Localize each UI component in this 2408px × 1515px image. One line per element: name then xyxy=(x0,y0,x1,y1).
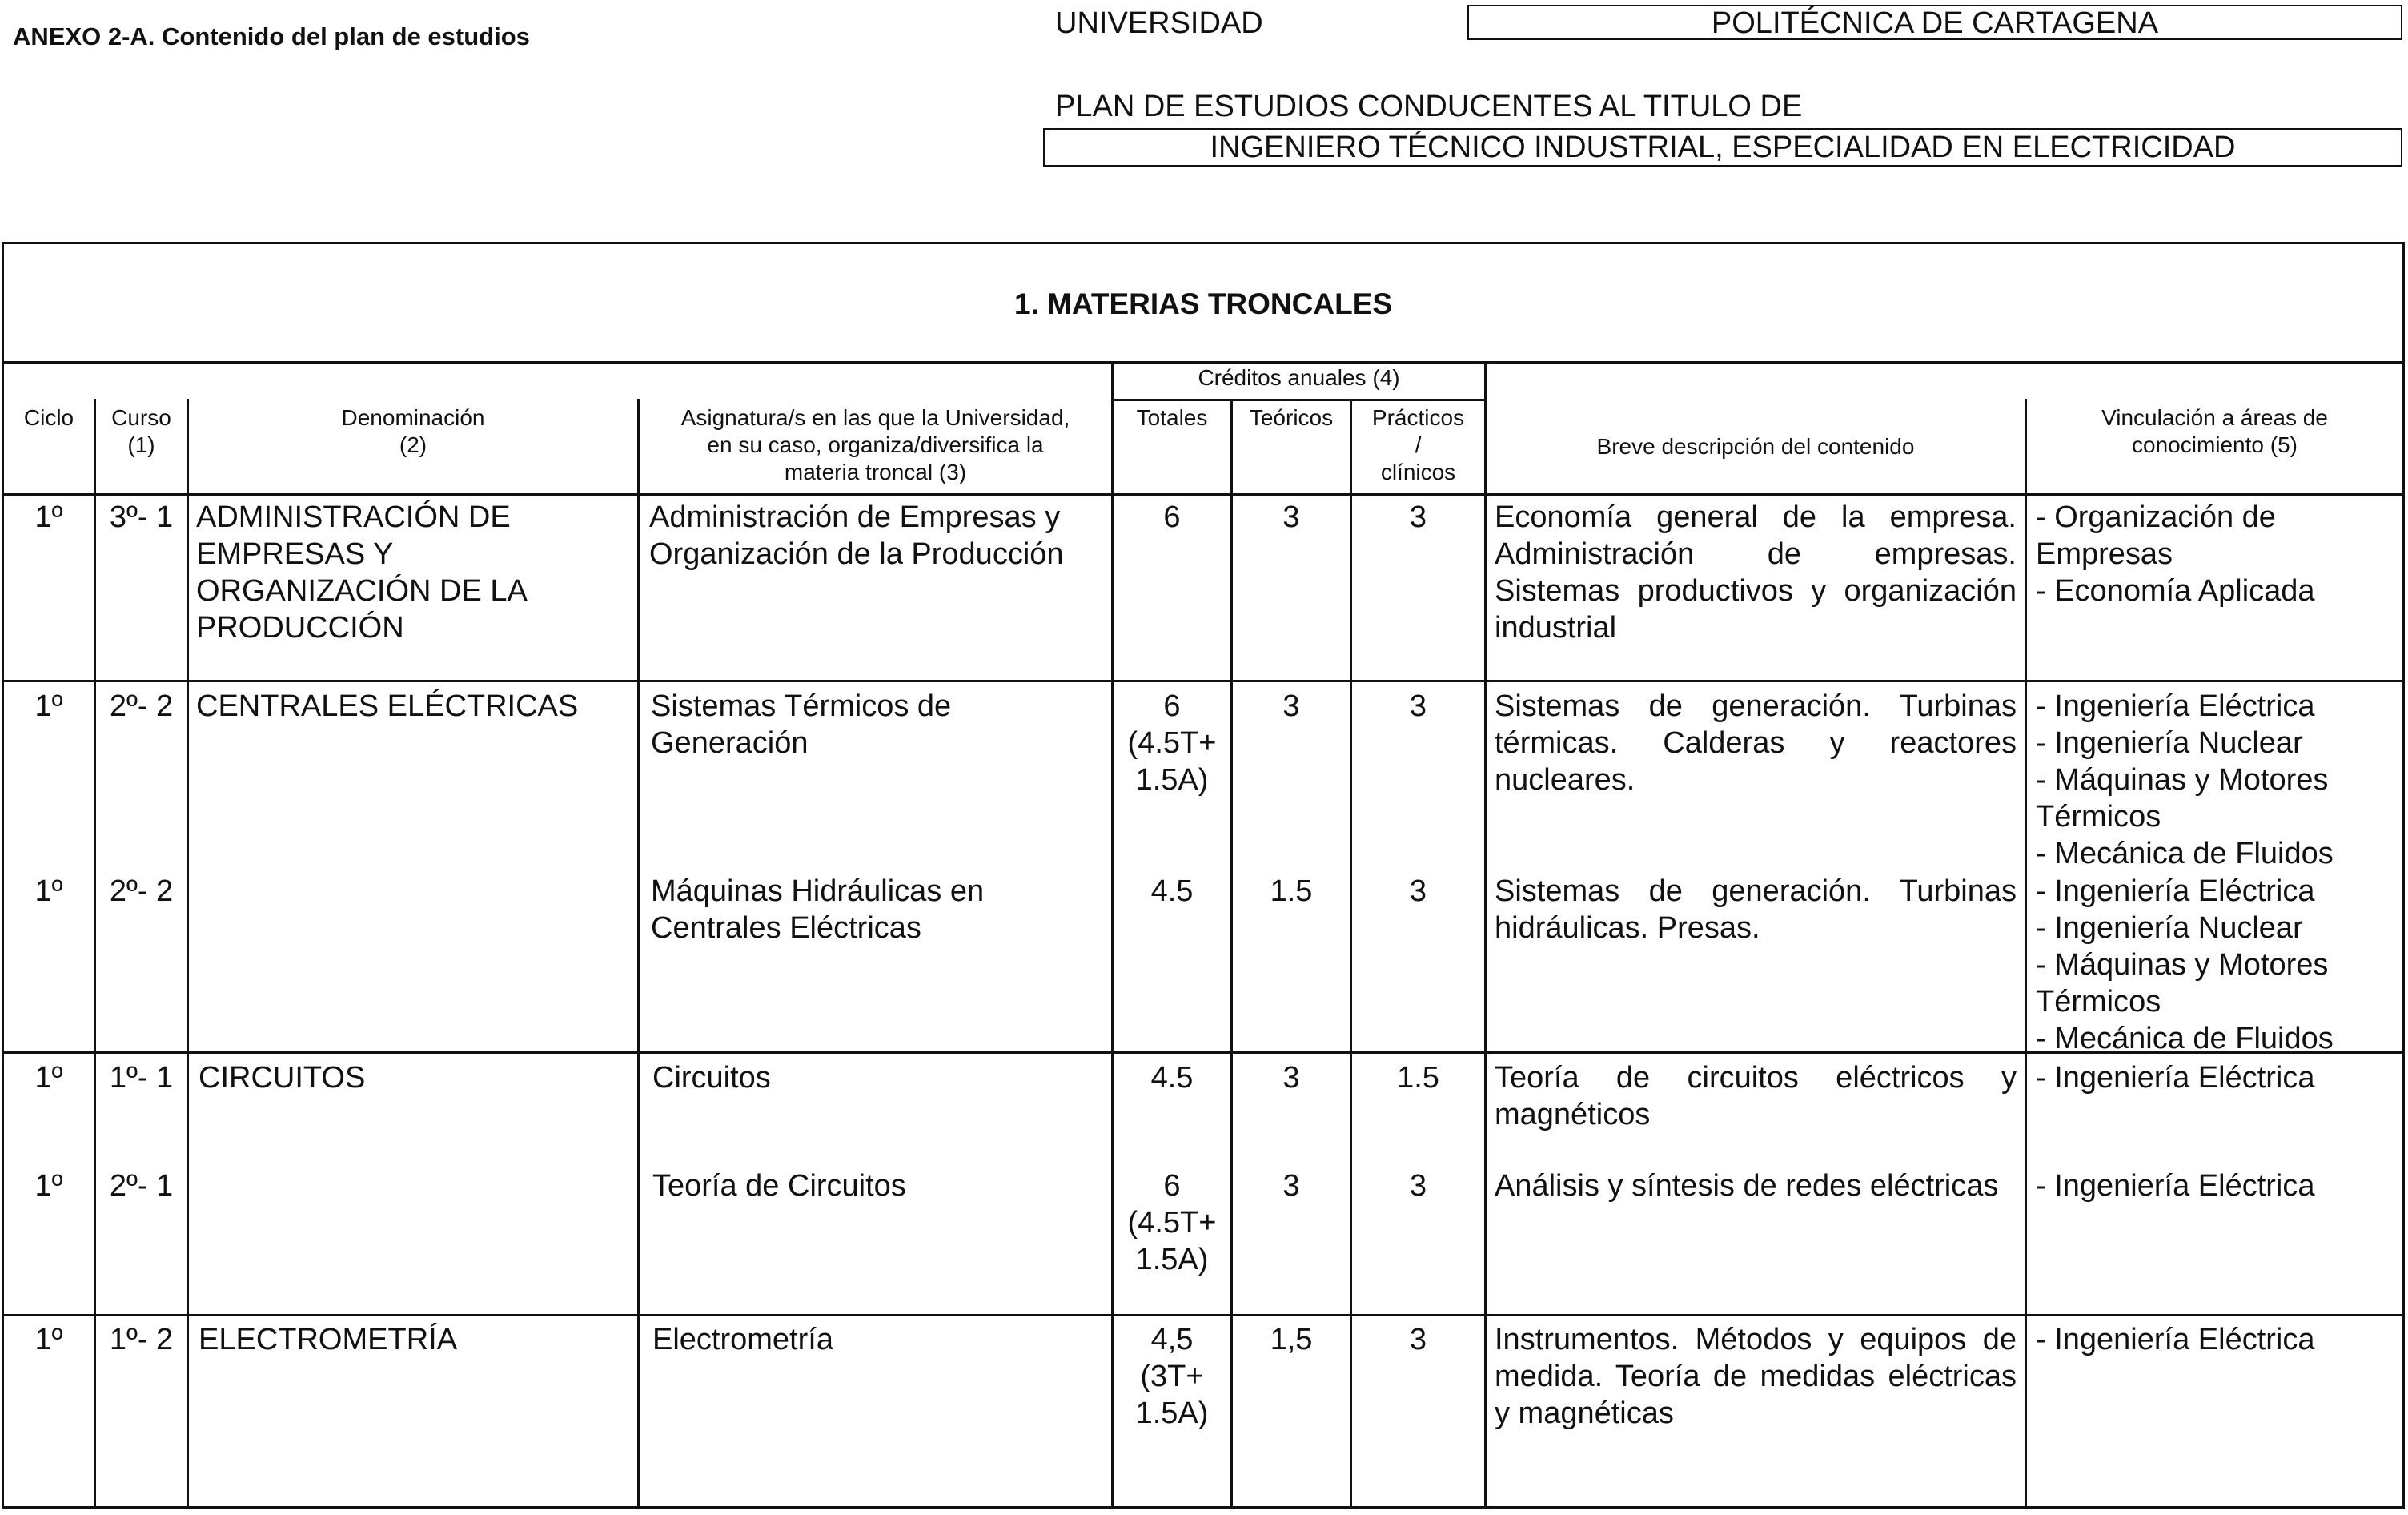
row1-totales: 6 xyxy=(1163,500,1181,534)
row3-curso: 2º- 2 xyxy=(109,874,174,908)
row6-vinculacion: - Ingeniería Eléctrica xyxy=(2036,1323,2315,1356)
col-line-practicos xyxy=(1484,361,1487,1509)
row6-descripcion: Instrumentos. Métodos y equipos de medida. Teoría de medidas eléctricas y magnéticas xyxy=(1495,1323,2017,1430)
header-totales: Totales xyxy=(1136,405,1208,430)
row3-descripcion: Sistemas de generación. Turbinas hidráulicas. Presas. xyxy=(1495,874,2017,945)
row2-teoricos: 3 xyxy=(1282,689,1300,723)
row6-ciclo: 1º xyxy=(34,1323,63,1356)
row5-teoricos: 3 xyxy=(1282,1169,1300,1203)
col-line-curso xyxy=(187,399,189,1509)
header-curso: Curso (1) xyxy=(111,405,171,457)
row3-asignatura: Máquinas Hidráulicas en Centrales Eléctricas xyxy=(651,874,985,945)
row6-denominacion: ELECTROMETRÍA xyxy=(199,1323,458,1356)
row1-descripcion: Economía general de la empresa. Administración de empresas. Sistemas productivos y organización industrial xyxy=(1495,500,2017,645)
rule-below-title xyxy=(4,361,2402,364)
rule-row-3 xyxy=(4,1314,2402,1316)
col-line-denominacion xyxy=(637,399,640,1509)
header-descripcion: Breve descripción del contenido xyxy=(1596,434,1915,459)
rule-below-creditos xyxy=(1111,399,1487,401)
row1-vinculacion: - Organización de Empresas - Economía Aplicada xyxy=(2036,500,2315,608)
row2-asignatura: Sistemas Térmicos de Generación xyxy=(651,689,952,760)
header-practicos: Prácticos / clínicos xyxy=(1371,405,1465,484)
row2-practicos: 3 xyxy=(1409,689,1427,723)
header-ciclo: Ciclo xyxy=(23,405,74,430)
row5-descripcion: Análisis y síntesis de redes eléctricas xyxy=(1495,1169,1999,1203)
row3-totales: 4.5 xyxy=(1150,874,1194,908)
row6-asignatura: Electrometría xyxy=(652,1323,833,1356)
rule-below-headers xyxy=(4,493,2402,496)
row4-vinculacion: - Ingeniería Eléctrica xyxy=(2036,1061,2315,1095)
row2-ciclo: 1º xyxy=(34,689,63,723)
header-teoricos: Teóricos xyxy=(1249,405,1334,430)
header-asignatura: Asignatura/s en las que la Universidad, en su caso, organiza/diversifica la materia troncal (3) xyxy=(680,405,1070,484)
row4-teoricos: 3 xyxy=(1282,1061,1300,1095)
row6-totales: 4,5 (3T+ 1.5A) xyxy=(1135,1323,1209,1430)
row1-curso: 3º- 1 xyxy=(109,500,174,534)
row3-vinculacion: - Ingeniería Eléctrica - Ingeniería Nuclear - Máquinas y Motores Térmicos - Mecánica de Fluidos xyxy=(2036,874,2334,1055)
annex-title: ANEXO 2-A. Contenido del plan de estudios xyxy=(13,22,530,50)
row1-ciclo: 1º xyxy=(34,500,63,534)
row6-teoricos: 1,5 xyxy=(1270,1323,1313,1356)
row1-practicos: 3 xyxy=(1409,500,1427,534)
row4-practicos: 1.5 xyxy=(1397,1061,1439,1095)
row4-totales: 4.5 xyxy=(1150,1061,1194,1095)
row6-curso: 1º- 2 xyxy=(109,1323,174,1356)
row3-ciclo: 1º xyxy=(34,874,63,908)
col-line-descripcion xyxy=(2025,399,2027,1509)
university-label: UNIVERSIDAD xyxy=(1055,6,1263,40)
row5-ciclo: 1º xyxy=(34,1169,63,1203)
row4-descripcion: Teoría de circuitos eléctricos y magnéticos xyxy=(1495,1061,2017,1131)
row4-asignatura: Circuitos xyxy=(652,1061,771,1095)
row4-denominacion: CIRCUITOS xyxy=(199,1061,366,1095)
row3-practicos: 3 xyxy=(1409,874,1427,908)
degree-title-box: INGENIERO TÉCNICO INDUSTRIAL, ESPECIALIDAD EN ELECTRICIDAD xyxy=(1043,128,2402,167)
plan-label: PLAN DE ESTUDIOS CONDUCENTES AL TITULO DE xyxy=(1055,90,1803,123)
header-denominacion: Denominación (2) xyxy=(341,405,485,457)
row5-curso: 2º- 1 xyxy=(109,1169,174,1203)
university-name-box: POLITÉCNICA DE CARTAGENA xyxy=(1467,5,2402,40)
row2-descripcion: Sistemas de generación. Turbinas térmicas. Calderas y reactores nucleares. xyxy=(1495,689,2017,797)
row4-curso: 1º- 1 xyxy=(109,1061,174,1095)
row2-curso: 2º- 2 xyxy=(109,689,174,723)
row5-totales: 6 (4.5T+ 1.5A) xyxy=(1127,1169,1217,1276)
row3-teoricos: 1.5 xyxy=(1270,874,1313,908)
row5-vinculacion: - Ingeniería Eléctrica xyxy=(2036,1169,2315,1203)
row5-practicos: 3 xyxy=(1409,1169,1427,1203)
row2-totales: 6 (4.5T+ 1.5A) xyxy=(1127,689,1217,797)
section-title: 1. MATERIAS TRONCALES xyxy=(1013,287,1393,320)
row6-practicos: 3 xyxy=(1409,1323,1427,1356)
subjects-table xyxy=(2,242,2405,1509)
row1-asignatura: Administración de Empresas y Organización de la Producción xyxy=(649,500,1064,571)
row2-denominacion: CENTRALES ELÉCTRICAS xyxy=(196,689,579,723)
row1-teoricos: 3 xyxy=(1282,500,1300,534)
rule-row-1 xyxy=(4,680,2402,682)
header-creditos: Créditos anuales (4) xyxy=(1198,365,1400,390)
row4-ciclo: 1º xyxy=(34,1061,63,1095)
row2-vinculacion: - Ingeniería Eléctrica - Ingeniería Nuclear - Máquinas y Motores Térmicos - Mecánica de Fluidos xyxy=(2036,689,2334,870)
header-vinculacion: Vinculación a áreas de conocimiento (5) xyxy=(2101,405,2328,457)
row1-denominacion: ADMINISTRACIÓN DE EMPRESAS Y ORGANIZACIÓN DE LA PRODUCCIÓN xyxy=(196,500,528,645)
row5-asignatura: Teoría de Circuitos xyxy=(652,1169,906,1203)
